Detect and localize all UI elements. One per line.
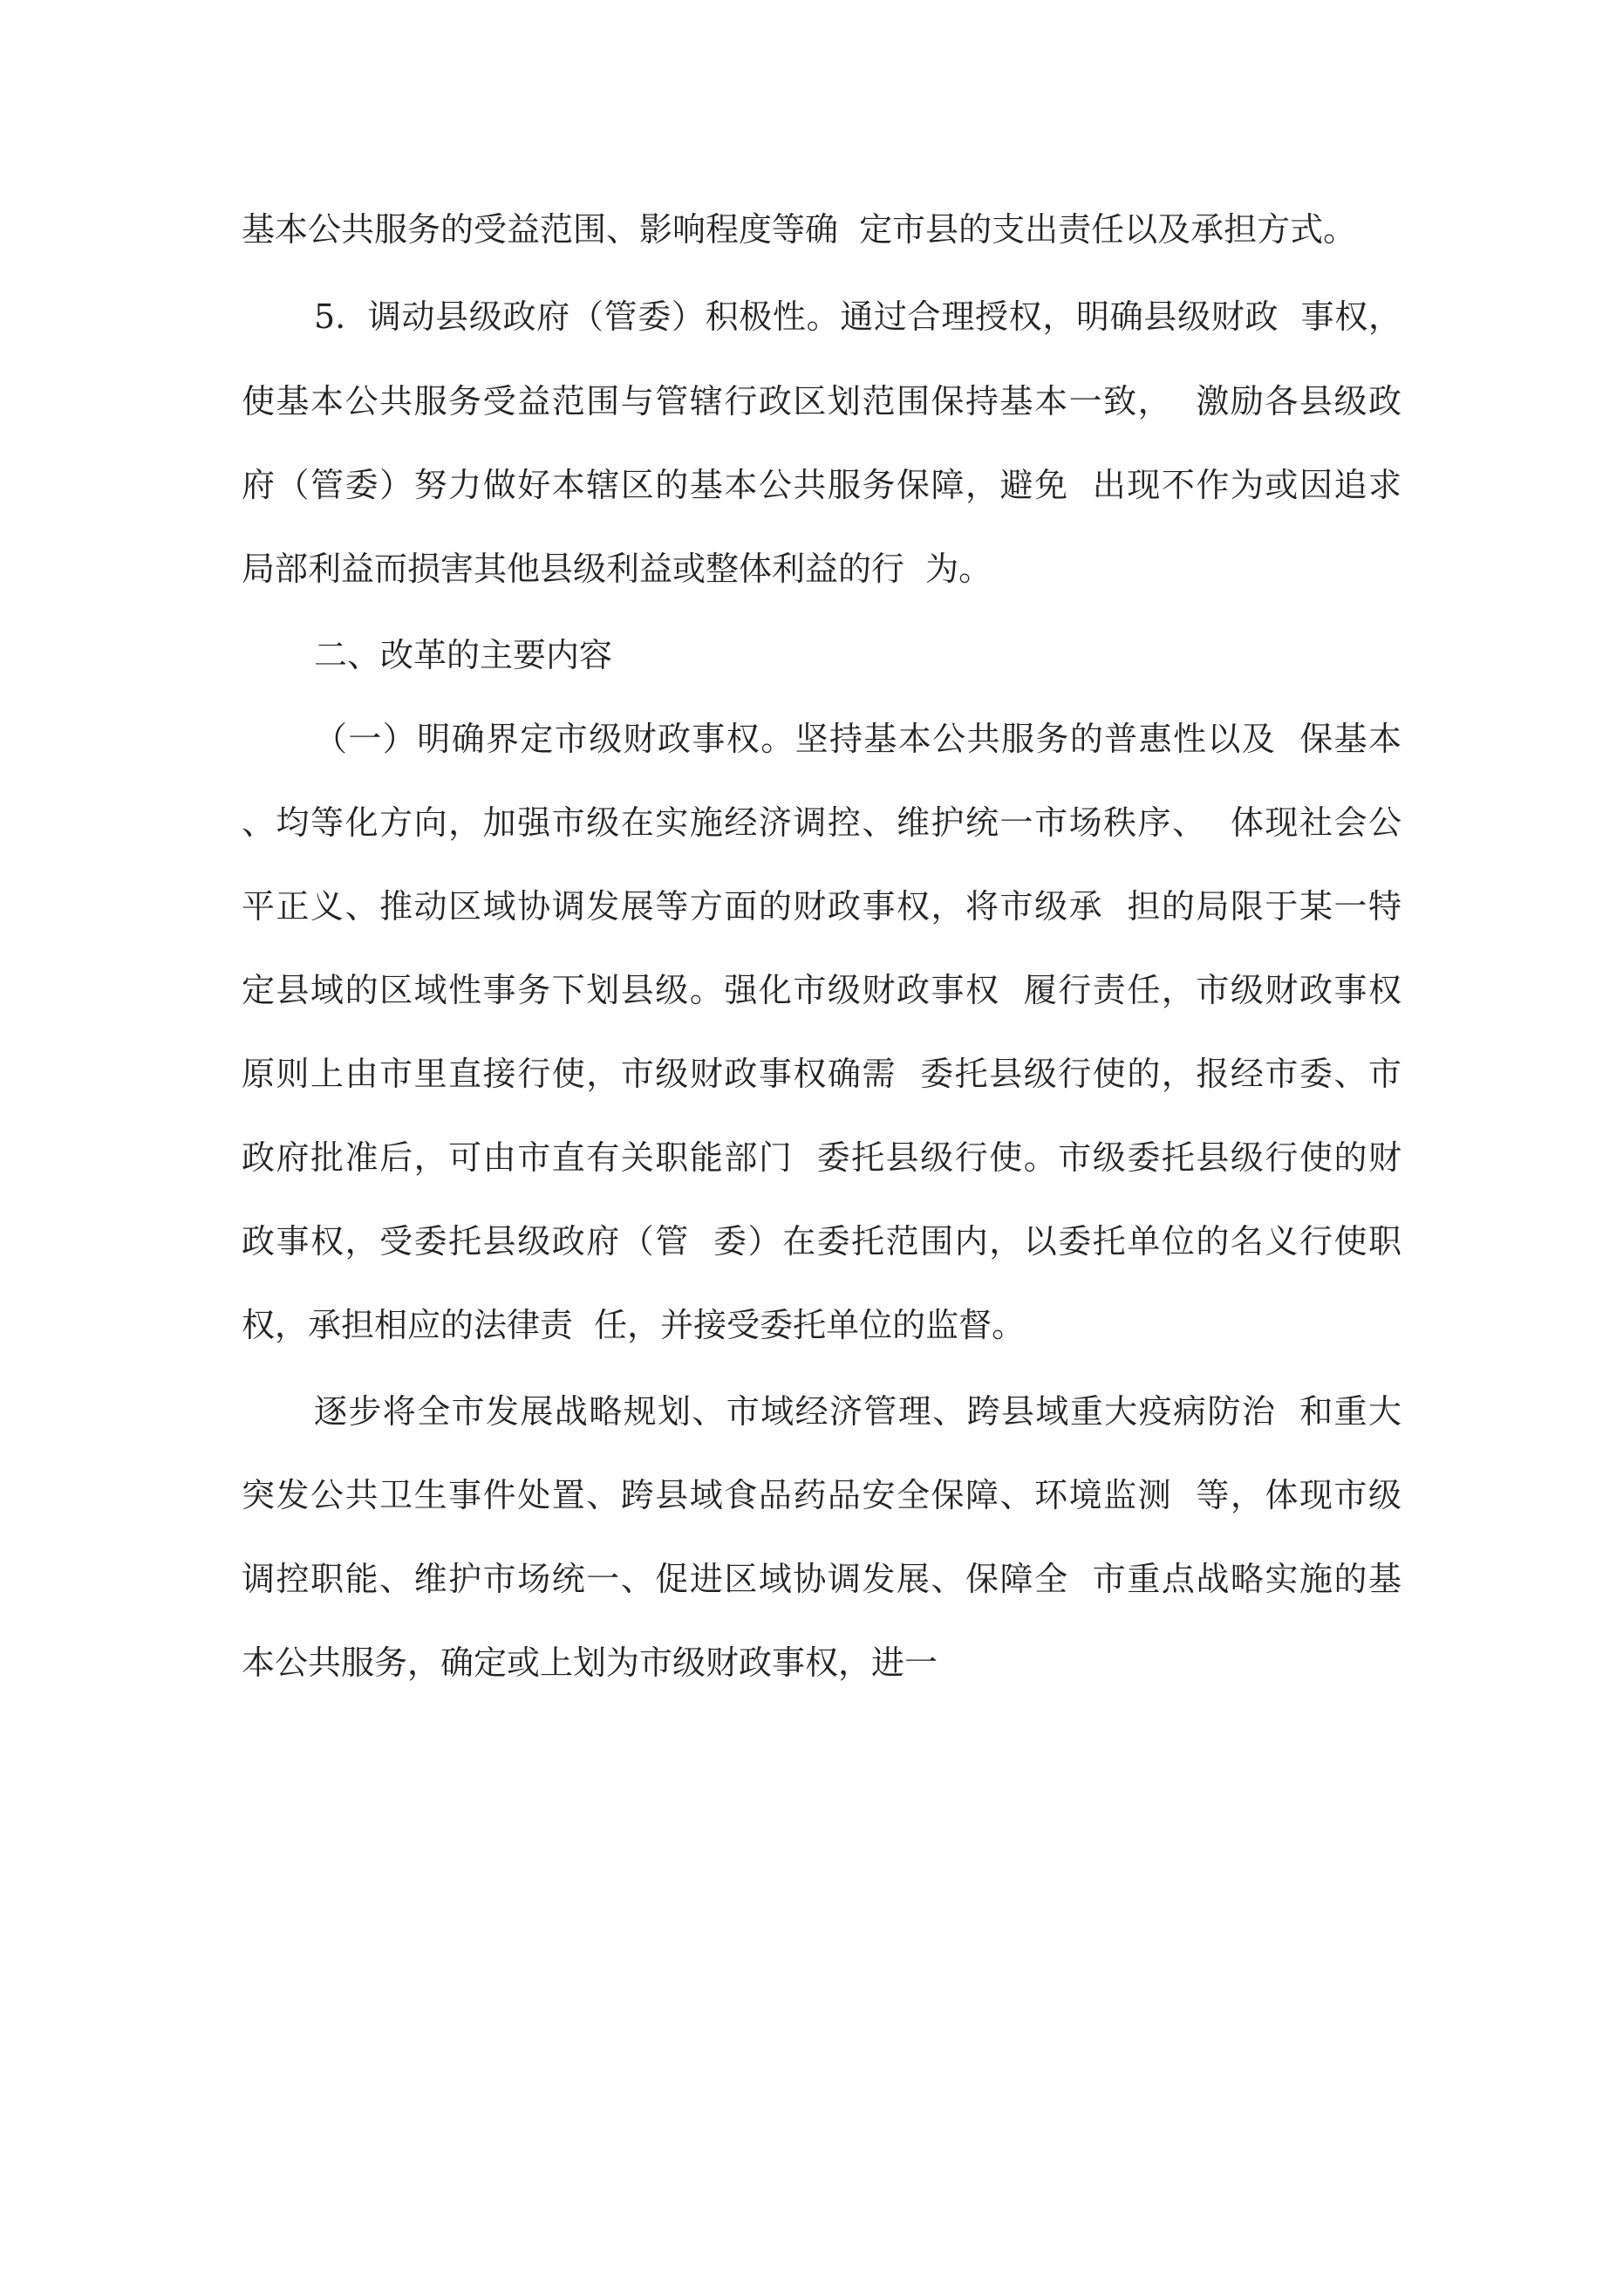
text-line-12: 政府批准后，可由市直有关职能部门 委托县级行使。市级委托县级行使的财: [242, 1138, 1401, 1177]
text-line-7: （一）明确界定市级财政事权。坚持基本公共服务的普惠性以及 保基本: [314, 720, 1401, 758]
section-heading: 二、改革的主要内容: [314, 636, 613, 674]
text-line-1: 基本公共服务的受益范围、影响程度等确 定市县的支出责任以及承担方式。: [242, 210, 1357, 249]
text-line-5: 局部利益而损害其他县级利益或整体利益的行 为。: [242, 550, 992, 588]
text-line-18: 本公共服务，确定或上划为市级财政事权，进一: [242, 1643, 938, 1682]
text-line-3: 使基本公共服务受益范围与管辖行政区划范围保持基本一致， 激励各县级政: [242, 382, 1401, 420]
text-line-9: 平正义、推动区域协调发展等方面的财政事权，将市级承 担的局限于某一特: [242, 887, 1401, 926]
text-line-8: 、均等化方向，加强市级在实施经济调控、维护统一市场秩序、 体现社会公: [242, 803, 1401, 842]
text-line-16: 突发公共卫生事件处置、跨县域食品药品安全保障、环境监测 等，体现市级: [242, 1476, 1401, 1514]
text-line-13: 政事权，受委托县级政府（管 委）在委托范围内，以委托单位的名义行使职: [242, 1222, 1401, 1261]
text-line-11: 原则上由市里直接行使，市级财政事权确需 委托县级行使的，报经市委、市: [242, 1055, 1401, 1093]
text-line-15: 逐步将全市发展战略规划、市域经济管理、跨县域重大疫病防治 和重大: [314, 1392, 1401, 1431]
text-line-10: 定县域的区域性事务下划县级。强化市级财政事权 履行责任，市级财政事权: [242, 971, 1401, 1009]
text-line-14: 权，承担相应的法律责 任，并接受委托单位的监督。: [242, 1306, 1026, 1344]
text-line-4: 府（管委）努力做好本辖区的基本公共服务保障，避免 出现不作为或因追求: [242, 466, 1401, 504]
text-line-2: 5. 调动县级政府（管委）积极性。通过合理授权，明确县级财政 事权，: [314, 297, 1401, 336]
text-line-17: 调控职能、维护市场统一、促进区域协调发展、保障全 市重点战略实施的基: [242, 1560, 1401, 1598]
